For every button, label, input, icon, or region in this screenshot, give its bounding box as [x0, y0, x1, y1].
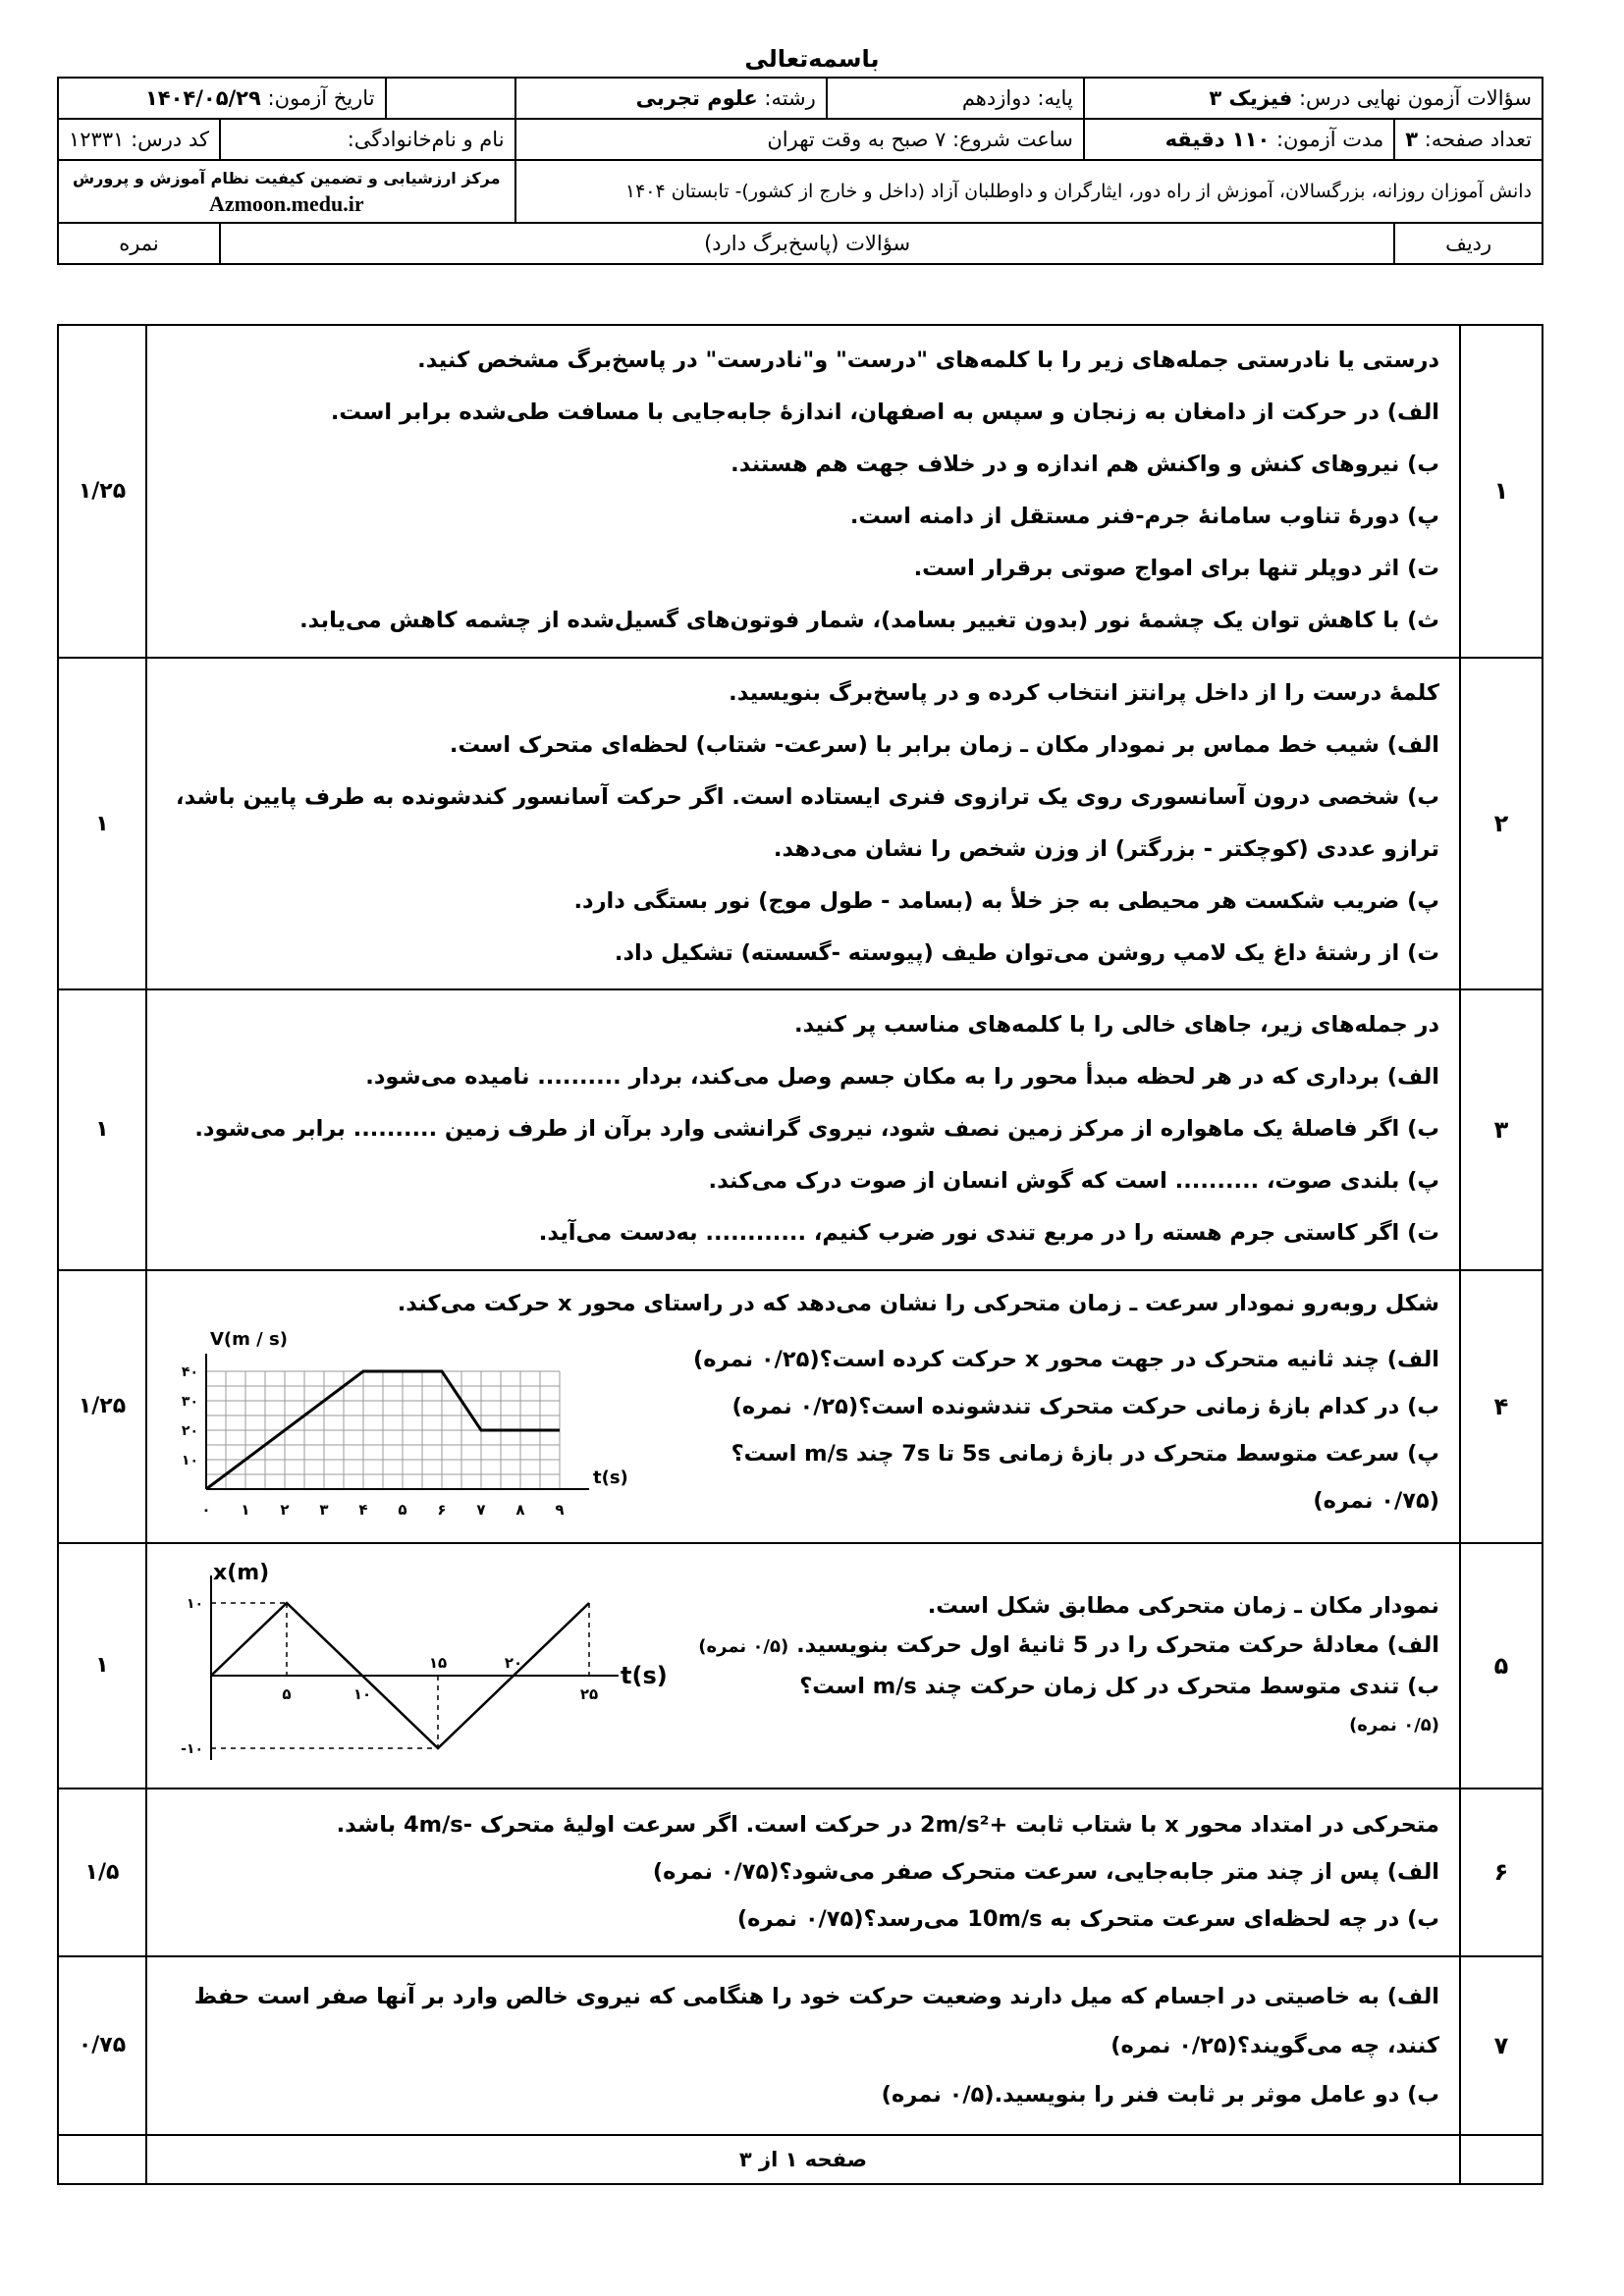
question-row-3 — [58, 989, 1543, 1269]
question-number: ۶ — [1460, 1789, 1543, 1956]
question-body — [146, 1270, 1460, 1543]
field-cell — [515, 78, 827, 119]
x-tick-label: ۶ — [437, 1500, 447, 1519]
question-line: درستی یا نادرستی جمله‌های زیر را با کلمه‌های "درست" و"نادرست" در پاسخ‌برگ مشخص کنید. — [417, 347, 1439, 374]
question-line: ب) شخصی درون آسانسوری روی یک ترازوی فنری ایستاده است. اگر حرکت آسانسور کندشونده به طرف پایین باشد، — [176, 784, 1439, 810]
question-body — [146, 989, 1460, 1269]
field-label: رشته: — [764, 86, 816, 110]
header-row-2 — [58, 119, 1543, 160]
page-footer: صفحه ۱ از ۳ — [146, 2135, 1460, 2184]
x-tick-label: ۱۵ — [428, 1653, 448, 1672]
question-line: شکل روبه‌رو نمودار سرعت ـ زمان متحرکی را نشان می‌دهد که در راستای محور x حرکت می‌کند. — [397, 1290, 1439, 1316]
question-line — [658, 1626, 1439, 1667]
score-note: (۰/۵ نمره) — [1349, 1714, 1439, 1735]
header-row-4 — [58, 223, 1543, 264]
field-value: علوم تجربی — [635, 86, 758, 110]
date-label: تاریخ آزمون: — [267, 86, 375, 110]
question-row-2 — [58, 658, 1543, 990]
question-body — [146, 325, 1460, 658]
question-line: ب) اگر فاصلهٔ یک ماهواره از مرکز زمین نصف شود، نیروی گرانشی وارد برآن از طرف زمین .......... برابر می‌شود. — [194, 1116, 1439, 1143]
student-name-cell: نام و نام‌خانوادگی: — [220, 119, 515, 160]
x-tick-label: ۴ — [358, 1500, 368, 1519]
x-tick-label: ۲ — [280, 1500, 290, 1519]
x-tick-label: ۹ — [555, 1500, 565, 1519]
question-row-5 — [58, 1543, 1543, 1789]
score-heading: نمره — [58, 223, 220, 264]
velocity-time-chart — [167, 1327, 628, 1533]
x-tick-label: ۳ — [319, 1500, 329, 1519]
footer-row — [58, 2135, 1543, 2184]
question-line: الف) چند ثانیه متحرک در جهت محور x حرکت کرده است؟(۰/۲۵ نمره) — [692, 1346, 1439, 1372]
question-body — [146, 1543, 1460, 1789]
question-line: متحرکی در امتداد محور x با شتاب ثابت +2m/s² در حرکت است. اگر سرعت اولیهٔ متحرک -4m/s باشد. — [336, 1812, 1439, 1839]
question-score: ۱ — [58, 1543, 146, 1789]
y-tick-label: ۳۰ — [181, 1393, 198, 1410]
y-axis-label: x(m) — [213, 1560, 270, 1585]
question-number: ۱ — [1460, 325, 1543, 658]
question-line: ت) اثر دوپلر تنها برای امواج صوتی برقرار است. — [913, 556, 1439, 582]
pages-cell — [1394, 119, 1543, 160]
question-line: الف) در حرکت از دامغان به زنجان و سپس به اصفهان، اندازهٔ جابه‌جایی با مسافت طی‌شده برابر است. — [330, 400, 1439, 426]
issuer-cell — [58, 160, 515, 223]
exam-header-table — [57, 77, 1543, 265]
date-value: ۱۴۰۴/۰۵/۲۹ — [144, 86, 261, 110]
y-tick-label: ۴۰ — [181, 1363, 198, 1380]
question-score: ۱/۵ — [58, 1789, 146, 1956]
question-number: ۲ — [1460, 658, 1543, 990]
y-axis-label: V(m / s) — [210, 1328, 288, 1350]
footer-blank — [58, 2135, 146, 2184]
y-tick-label: -۱۰ — [181, 1740, 203, 1757]
question-with-figure — [167, 1558, 1439, 1774]
pages-label: تعداد صفحه: — [1424, 128, 1532, 151]
question-line: الف) پس از چند متر جابه‌جایی، سرعت متحرک صفر می‌شود؟(۰/۷۵ نمره) — [652, 1859, 1439, 1886]
question-with-figure — [167, 1327, 1439, 1533]
duration-label: مدت آزمون: — [1275, 128, 1384, 151]
question-row-4 — [58, 1270, 1543, 1543]
question-line: کلمهٔ درست را از داخل پرانتز انتخاب کرده و در پاسخ‌برگ بنویسید. — [729, 680, 1439, 706]
position-time-chart — [167, 1558, 668, 1774]
question-line: ب) در چه لحظه‌ای سرعت متحرک به 10m/s می‌رسد؟(۰/۷۵ نمره) — [736, 1906, 1439, 1933]
x-axis-label: t(s) — [621, 1661, 668, 1689]
question-line: ترازو عددی (کوچکتر - بزرگتر) از وزن شخص را نشان می‌دهد. — [773, 836, 1439, 862]
score-note: (۰/۵ نمره) — [698, 1635, 789, 1657]
question-line: الف) به خاصیتی در اجسام که میل دارند وضعیت حرکت خود را هنگامی که نیروی خالص وارد بر آنها صفر است حفظ کنند، چه می‌گویند؟(۰/۲۵ نمره) — [193, 1983, 1439, 2058]
question-line: (۰/۷۵ نمره) — [1313, 1487, 1439, 1514]
question-line: الف) شیب خط مماس بر نمودار مکان ـ زمان برابر با (سرعت- شتاب) لحظه‌ای متحرک است. — [449, 732, 1439, 758]
question-subparts — [599, 1336, 1439, 1524]
y-tick-label: ۲۰ — [181, 1422, 198, 1439]
x-tick-label: ۱۰ — [352, 1684, 372, 1703]
question-row-6 — [58, 1789, 1543, 1956]
course-label: سؤالات آزمون نهایی درس: — [1298, 86, 1532, 110]
question-number: ۳ — [1460, 989, 1543, 1269]
x-tick-label: ۱ — [241, 1500, 250, 1519]
x-tick-label: ۲۵ — [579, 1684, 599, 1703]
grade-cell: پایه: دوازدهم — [827, 78, 1084, 119]
x-axis-label: t(s) — [593, 1467, 628, 1488]
duration-value: ۱۱۰ دقیقه — [1164, 128, 1271, 151]
radif-heading: ردیف — [1394, 223, 1543, 264]
question-line: پ) دورهٔ تناوب سامانهٔ جرم-فنر مستقل از دامنه است. — [849, 504, 1439, 530]
question-line: ث) با کاهش توان یک چشمهٔ نور (بدون تغییر بسامد)، شمار فوتون‌های گسیل‌شده از چشمه کاهش می‌یابد. — [299, 608, 1439, 634]
bismillah: باسمه‌تعالی — [744, 45, 880, 73]
question-line: پ) بلندی صوت، .......... است که گوش انسان از صوت درک می‌کند. — [708, 1168, 1439, 1195]
question-line: نمودار مکان ـ زمان متحرکی مطابق شکل است. — [927, 1592, 1439, 1619]
question-line: ت) از رشتهٔ داغ یک لامپ روشن می‌توان طیف (پیوسته -گسسته) تشکیل داد. — [614, 940, 1439, 966]
question-line: پ) سرعت متوسط متحرک در بازهٔ زمانی 5s تا 7s چند m/s است؟ — [731, 1440, 1439, 1467]
question-row-1 — [58, 325, 1543, 658]
footer-blank — [1460, 2135, 1543, 2184]
course-value: فیزیک ۳ — [1209, 86, 1293, 110]
question-line: پ) ضریب شکست هر محیطی به جز خلأ به (بسامد - طول موج) نور بستگی دارد. — [573, 888, 1439, 914]
question-score: ۱ — [58, 989, 146, 1269]
course-code-cell: کد درس: ۱۲۳۳۱ — [58, 119, 220, 160]
website: Azmoon.medu.ir — [208, 191, 364, 216]
x-tick-label: ۵ — [282, 1684, 292, 1703]
x-tick-label: ۰ — [201, 1500, 211, 1519]
spacer-cell — [386, 78, 515, 119]
x-tick-label: ۷ — [476, 1500, 486, 1519]
questions-heading: سؤالات (پاسخ‌برگ دارد) — [220, 223, 1394, 264]
issuer-name: مرکز ارزشیابی و تضمین کیفیت نظام آموزش و پرورش — [73, 169, 501, 187]
question-line: ب) دو عامل موثر بر ثابت فنر را بنویسید.(۰/۵ نمره) — [881, 2081, 1439, 2108]
question-body — [146, 1956, 1460, 2134]
question-subparts — [658, 1586, 1439, 1745]
questions-table — [57, 324, 1543, 2185]
pages-value: ۳ — [1405, 128, 1419, 151]
y-tick-label: ۱۰ — [186, 1595, 203, 1612]
header-row-1 — [58, 78, 1543, 119]
question-row-7 — [58, 1956, 1543, 2134]
duration-cell — [1084, 119, 1394, 160]
question-number: ۴ — [1460, 1270, 1543, 1543]
header-row-3 — [58, 160, 1543, 223]
x-tick-label: ۲۰ — [504, 1653, 523, 1672]
question-body — [146, 658, 1460, 990]
x-tick-label: ۸ — [515, 1500, 525, 1519]
question-line: ت) اگر کاستی جرم هسته را در مربع تندی نور ضرب کنیم، ............ به‌دست می‌آید. — [538, 1220, 1439, 1247]
question-number: ۷ — [1460, 1956, 1543, 2134]
question-body — [146, 1789, 1460, 1956]
question-score: ۱/۲۵ — [58, 1270, 146, 1543]
course-cell — [1084, 78, 1543, 119]
question-line: ب) در کدام بازهٔ زمانی حرکت متحرک تندشونده است؟(۰/۲۵ نمره) — [731, 1393, 1439, 1419]
audience-cell: دانش آموزان روزانه، بزرگسالان، آموزش از راه دور، ایثارگران و داوطلبان آزاد (داخل و خارج از کشور)- تابستان ۱۴۰۴ — [515, 160, 1543, 223]
question-score: ۱/۲۵ — [58, 325, 146, 658]
question-line: در جمله‌های زیر، جاهای خالی را با کلمه‌های مناسب پر کنید. — [794, 1012, 1439, 1039]
question-number: ۵ — [1460, 1543, 1543, 1789]
question-score: ۱ — [58, 658, 146, 990]
date-cell — [58, 78, 386, 119]
x-tick-label: ۵ — [398, 1500, 407, 1519]
y-tick-label: ۱۰ — [181, 1452, 198, 1468]
question-score: ۰/۷۵ — [58, 1956, 146, 2134]
question-line: الف) برداری که در هر لحظه مبدأ محور را به مکان جسم وصل می‌کند، بردار .......... نامیده می‌شود. — [365, 1064, 1439, 1091]
question-line: ب) تندی متوسط متحرک در کل زمان حرکت چند m/s است؟ — [799, 1673, 1439, 1699]
question-line-text: الف) معادلهٔ حرکت متحرک را در 5 ثانیهٔ اول حرکت بنویسید. — [796, 1631, 1439, 1658]
start-time-cell: ساعت شروع: ۷ صبح به وقت تهران — [515, 119, 1084, 160]
question-line: ب) نیروهای کنش و واکنش هم اندازه و در خلاف جهت هم هستند. — [731, 452, 1439, 478]
